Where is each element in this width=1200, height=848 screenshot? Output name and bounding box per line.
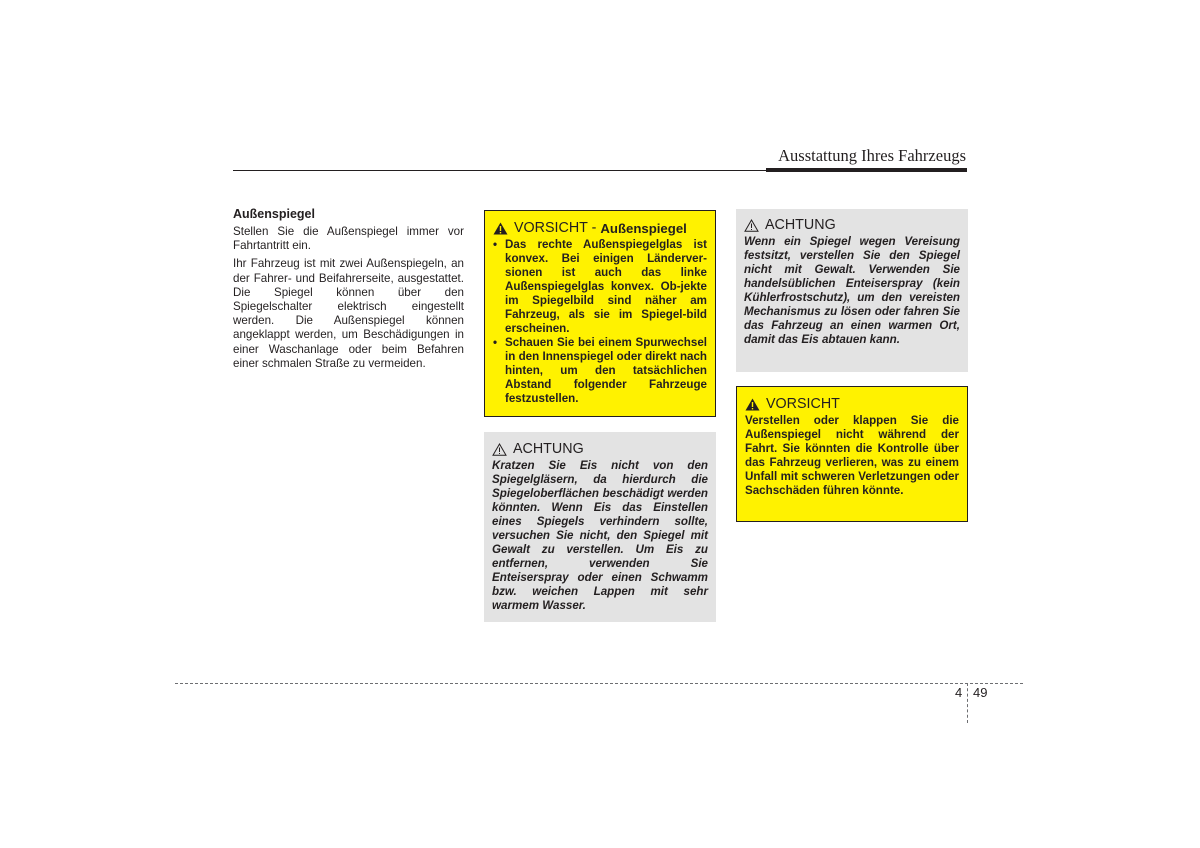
list-item: • Schauen Sie bei einem Spurwechsel in den Innenspiegel oder direkt nach hinten, um den tatsächlichen Abstand folgender Fahrzeuge festzustellen.: [493, 336, 707, 406]
list-item: • Das rechte Außenspiegelglas ist konvex. Bei einigen Länderver-sionen ist auch das linke Außenspiegelglas konvex. Ob-jekte im Spiegelbild sind näher am Fahrzeug, als sie im Spiegel-bild erscheinen.: [493, 238, 707, 336]
header-title: Ausstattung Ihres Fahrzeugs: [778, 146, 966, 165]
caution-title: [745, 396, 959, 412]
warning-triangle-filled-icon: [745, 398, 760, 411]
header-rule-accent: [766, 168, 967, 172]
caution-box-driving: [736, 386, 968, 522]
caution-list: [493, 238, 707, 406]
caution-box-mirror: [484, 210, 716, 417]
caution-label: VORSICHT -: [514, 220, 597, 236]
paragraph: Ihr Fahrzeug ist mit zwei Außenspiegeln, an der Fahrer- und Beifahrerseite, ausgestattet. Die Spiegel können über den Spiegelschalter elektrisch eingestellt werden. Die Außenspiegel können angeklappt werden, um Beschädigungen in einer Waschanlage oder beim Befahren einer schmalen Straße zu vermeiden.: [233, 257, 464, 370]
caution-title: [493, 220, 707, 236]
footer-divider: [967, 683, 968, 723]
warning-triangle-outline-icon: [744, 219, 759, 232]
notice-box-ice: [484, 432, 716, 622]
notice-text: Wenn ein Spiegel wegen Vereisung festsitzt, verstellen Sie den Spiegel nicht mit Gewalt. Verwenden Sie handelsüblichen Enteiserspray (kein Kühlerfrostschutz), um den vereisten Mechanismus zu lösen oder fahren Sie das Fahrzeug an einen warmen Ort, damit das Eis abtauen kann.: [744, 235, 960, 346]
page-number: 49: [973, 685, 988, 700]
paragraph: Stellen Sie die Außenspiegel immer vor Fahrtantritt ein.: [233, 225, 464, 253]
notice-text: Kratzen Sie Eis nicht von den Spiegelgläsern, da hierdurch die Spiegeloberflächen beschädigt werden könnten. Wenn Eis das Einstellen eines Spiegels verhindern sollte, versuchen Sie nicht, den Spiegel mit Gewalt zu verstellen. Um Eis zu entfernen, verwenden Sie Enteiserspray oder einen Schwamm bzw. weichen Lappen mit sehr warmem Wasser.: [492, 459, 708, 612]
footer-rule: [175, 683, 1023, 684]
notice-title: [492, 441, 708, 457]
notice-label: ACHTUNG: [513, 441, 584, 457]
caution-subject: Außenspiegel: [600, 220, 687, 236]
warning-triangle-filled-icon: [493, 222, 508, 235]
caution-label: VORSICHT: [766, 396, 840, 412]
notice-label: ACHTUNG: [765, 217, 836, 233]
chapter-number: 4: [955, 685, 963, 700]
notice-title: [744, 217, 960, 233]
section-aussenspiegel: [233, 207, 464, 375]
notice-box-frozen: [736, 209, 968, 372]
warning-triangle-outline-icon: [492, 443, 507, 456]
caution-text: Verstellen oder klappen Sie die Außenspiegel nicht während der Fahrt. Sie könnten die Kontrolle über das Fahrzeug verlieren, was zu einem Unfall mit schweren Verletzungen oder Sachschäden führen könnte.: [745, 414, 959, 497]
section-title: Außenspiegel: [233, 207, 315, 221]
